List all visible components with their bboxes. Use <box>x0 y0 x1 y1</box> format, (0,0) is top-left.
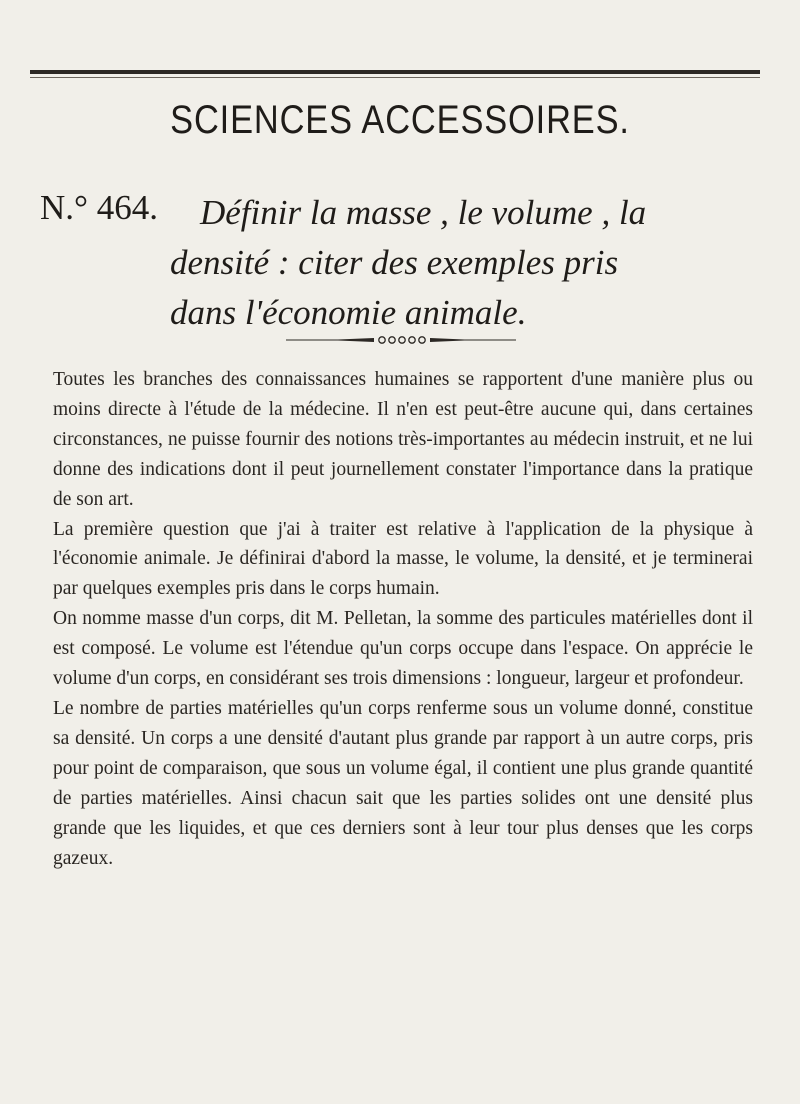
question-title-line: Définir la masse , le volume , la <box>200 193 647 232</box>
question-title <box>170 188 760 338</box>
top-rule-thin <box>30 77 760 78</box>
paragraph: Le nombre de parties matérielles qu'un corps renferme sous un volume donné, constitue sa densité. Un corps a une densité d'autant plus grande par rapport à un autre corps, pris pour point de comparaison, que sous un volume égal, il contient une plus grande quantité de parties matérielles. Ainsi chacun sait que les parties solides ont une densité plus grande que les liquides, et que ces derniers sont à leur tour plus denses que les corps gazeux. <box>53 697 753 869</box>
top-rule <box>30 70 760 74</box>
paragraph: On nomme masse d'un corps, dit M. Pelletan, la somme des particules matérielles dont il est composé. Le volume est l'étendue qu'un corps occupe dans l'espace. On apprécie le volume d'un corps, en considérant ses trois dimensions : longueur, largeur et profondeur. <box>53 608 753 690</box>
question-number: N.° 464. <box>40 188 159 227</box>
running-head: SCIENCES ACCESSOIRES. <box>170 98 630 142</box>
body-text <box>53 365 753 873</box>
question-title-line: dans l'économie animale. <box>170 293 527 332</box>
paragraph: Toutes les branches des connaissances humaines se rapportent d'une manière plus ou moins directe à l'étude de la médecine. Il n'en est peut-être aucune qui, dans certaines circonstances, ne puisse fournir des notions très-importantes au médecin instruit, et ne lui donne des indications dont il peut journellement constater l'importance dans la pratique de son art. <box>53 369 753 510</box>
paragraph: La première question que j'ai à traiter est relative à l'application de la physique à l'économie animale. Je définirai d'abord la masse, le volume, la densité, et je terminerai par quelques exemples pris dans le corps humain. <box>53 518 753 600</box>
ornament-divider <box>286 334 516 346</box>
question-title-line: densité : citer des exemples pris <box>170 243 619 282</box>
